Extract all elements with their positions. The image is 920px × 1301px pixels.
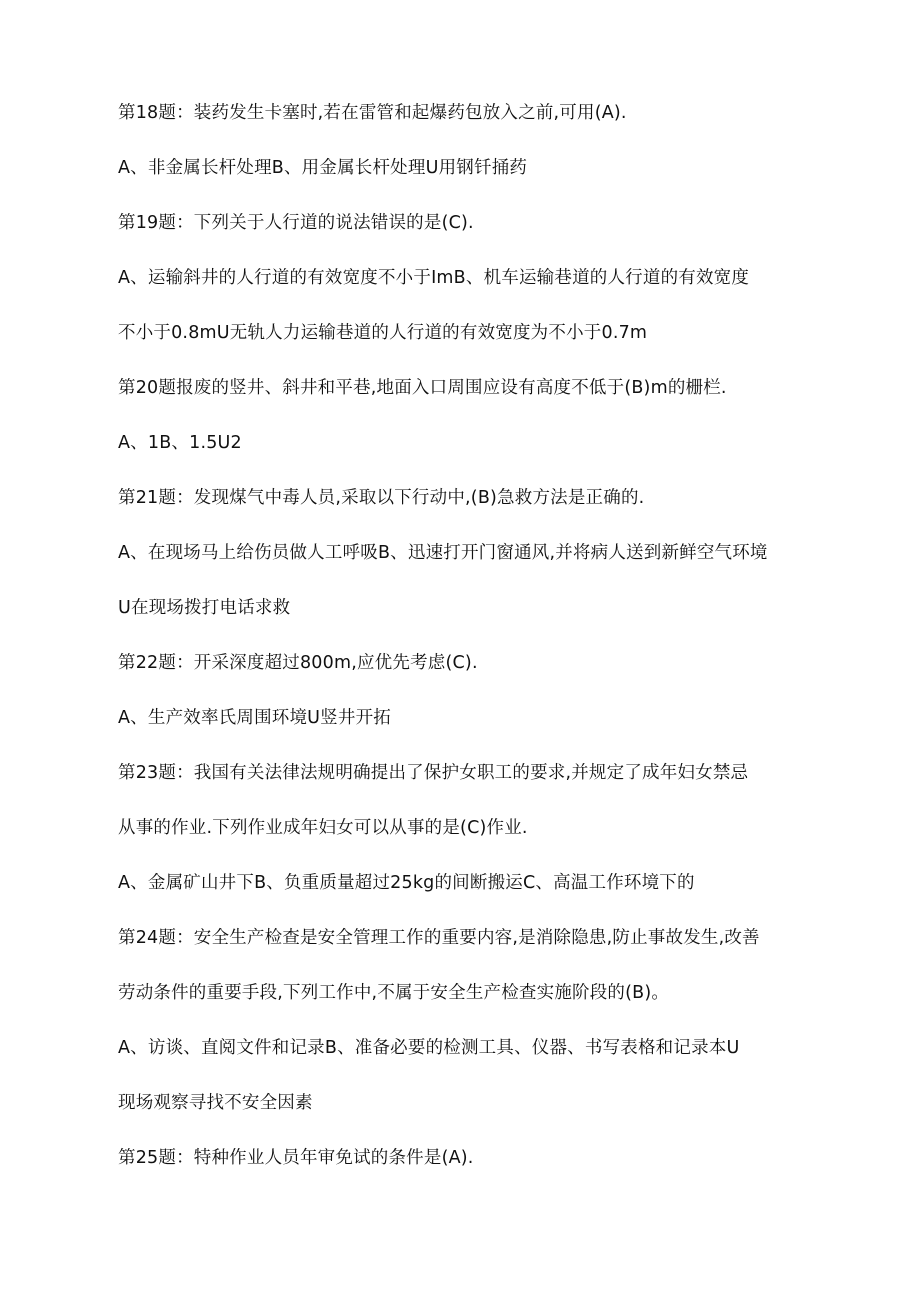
question-22-options: A、生产效率氏周围环境U竖井开拓 [118, 708, 391, 728]
question-22: 第22题：开采深度超过800m,应优先考虑(C). [118, 653, 478, 673]
question-21-options-cont: U在现场拨打电话求救 [118, 598, 291, 618]
question-21: 第21题：发现煤气中毒人员,采取以下行动中,(B)急救方法是正确的. [118, 488, 645, 508]
question-24-options-cont: 现场观察寻找不安全因素 [118, 1093, 313, 1113]
question-24: 第24题：安全生产检查是安全管理工作的重要内容,是消除隐患,防止事故发生,改善 [118, 928, 760, 948]
question-19: 第19题：下列关于人行道的说法错误的是(C). [118, 213, 474, 233]
question-21-options: A、在现场马上给伤员做人工呼吸B、迅速打开门窗通风,并将病人送到新鲜空气环境 [118, 543, 768, 563]
question-18-options: A、非金属长杆处理B、用金属长杆处理U用钢钎捅药 [118, 158, 528, 178]
question-20-options: A、1B、1.5U2 [118, 433, 242, 453]
question-23-cont: 从事的作业.下列作业成年妇女可以从事的是(C)作业. [118, 818, 528, 838]
question-19-options-cont: 不小于0.8mU无轨人力运输巷道的人行道的有效宽度为不小于0.7m [118, 323, 648, 343]
question-20: 第20题报废的竖井、斜井和平巷,地面入口周围应设有高度不低于(B)m的栅栏. [118, 378, 727, 398]
question-19-options: A、运输斜井的人行道的有效宽度不小于ImB、机车运输巷道的人行道的有效宽度 [118, 268, 750, 288]
question-24-cont: 劳动条件的重要手段,下列工作中,不属于安全生产检查实施阶段的(B)。 [118, 983, 670, 1003]
question-23: 第23题：我国有关法律法规明确提出了保护女职工的要求,并规定了成年妇女禁忌 [118, 763, 749, 783]
question-18: 第18题：装药发生卡塞时,若在雷管和起爆药包放入之前,可用(A). [118, 103, 627, 123]
question-23-options: A、金属矿山井下B、负重质量超过25kg的间断搬运C、高温工作环境下的 [118, 873, 695, 893]
question-25: 第25题：特种作业人员年审免试的条件是(A). [118, 1148, 474, 1168]
question-24-options: A、访谈、直阅文件和记录B、准备必要的检测工具、仪器、书写表格和记录本U [118, 1038, 740, 1058]
